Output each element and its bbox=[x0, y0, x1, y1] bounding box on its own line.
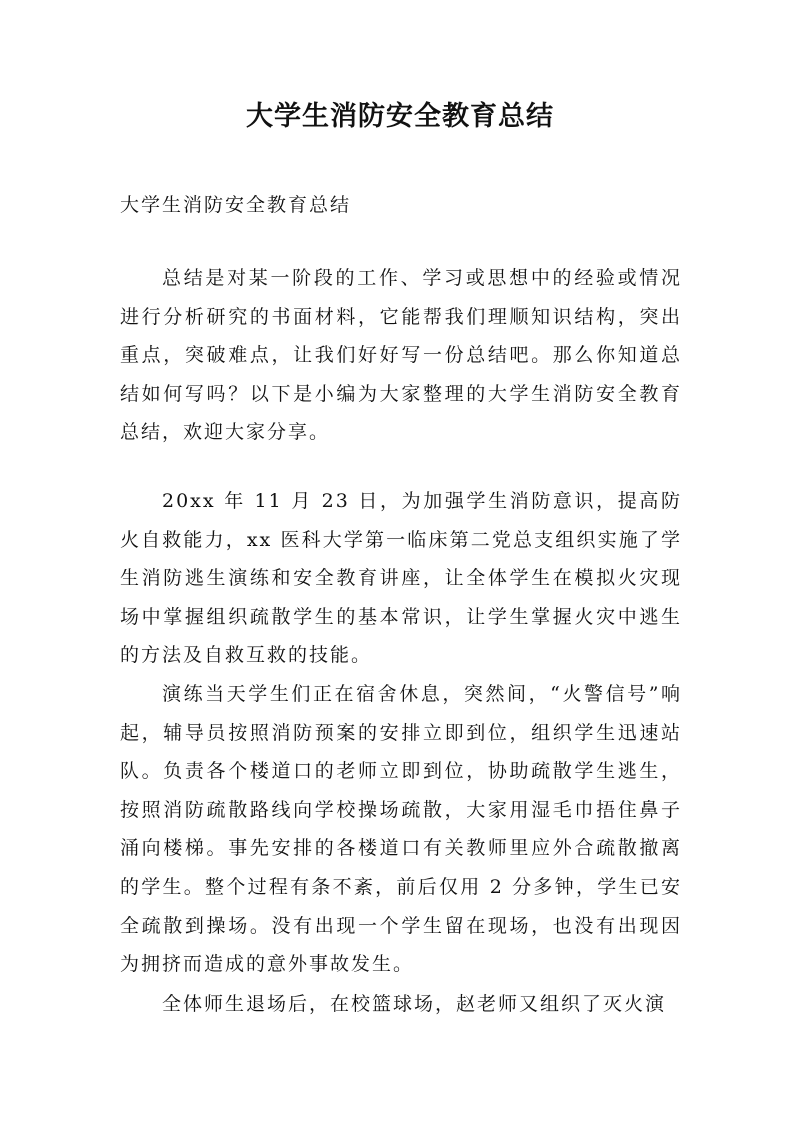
page-title: 大学生消防安全教育总结 bbox=[246, 101, 554, 132]
document-subtitle: 大学生消防安全教育总结 bbox=[120, 194, 352, 216]
paragraph-drill: 演练当天学生们正在宿舍休息，突然间，“火警信号”响起，辅导员按照消防预案的安排立即到位，组织学生迅速站队。负责各个楼道口的老师立即到位，协助疏散学生逃生，按照消防疏散路线向学校操场疏散，大家用湿毛巾捂住鼻子涌向楼梯。事先安排的各楼道口有关教师里应外合疏散撤离的学生。整个过程有条不紊，前后仅用 2 分多钟，学生已安全疏散到操场。没有出现一个学生留在现场，也没有出现因为拥挤而造成的意外事故发生。 bbox=[120, 683, 682, 976]
paragraph-extinguish: 全体师生退场后，在校篮球场，赵老师又组织了灭火演 bbox=[162, 993, 667, 1015]
paragraph-event: 20xx 年 11 月 23 日，为加强学生消防意识，提高防火自救能力，xx 医科大学第一临床第二党总支组织实施了学生消防逃生演练和安全教育讲座，让全体学生在模拟火灾现场中掌握组织疏散学生的基本常识，让学生掌握火灾中逃生的方法及自救互救的技能。 bbox=[120, 490, 682, 667]
paragraph-intro: 总结是对某一阶段的工作、学习或思想中的经验或情况进行分析研究的书面材料，它能帮我们理顺知识结构，突出重点，突破难点，让我们好好写一份总结吧。那么你知道总结如何写吗？以下是小编为大家整理的大学生消防安全教育总结，欢迎大家分享。 bbox=[120, 267, 682, 444]
